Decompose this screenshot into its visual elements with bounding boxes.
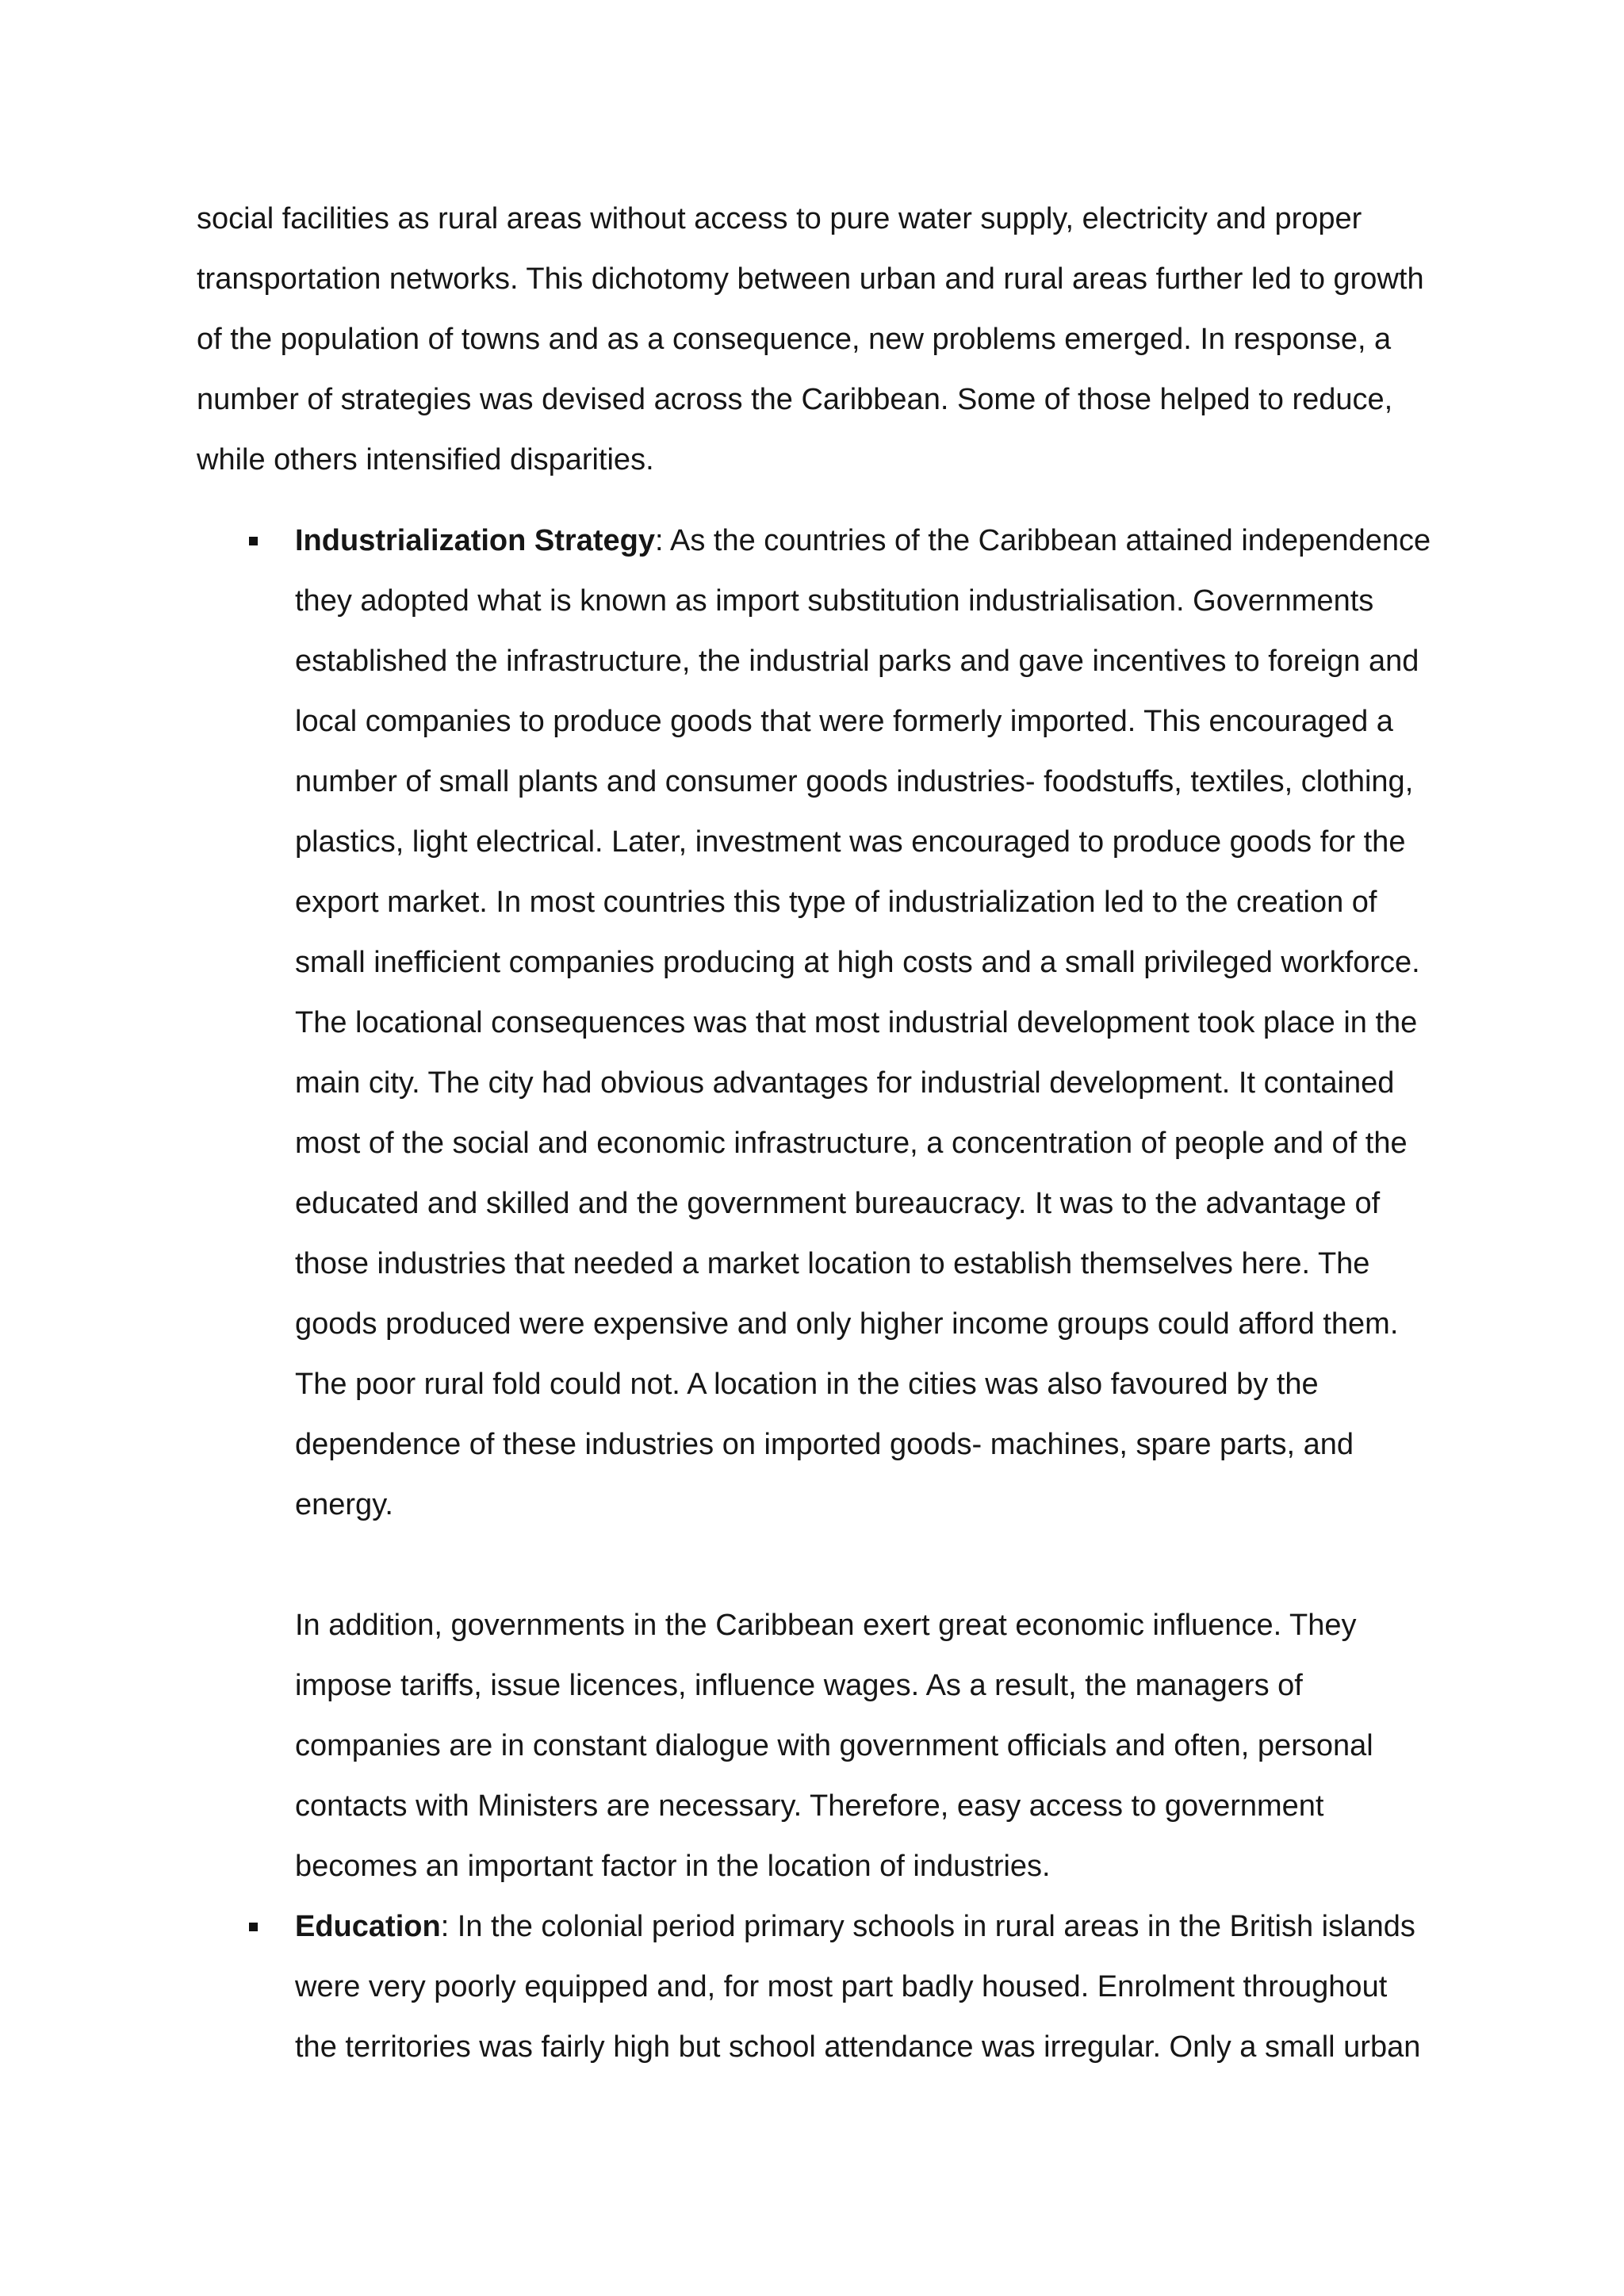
- bullet-text-industrialization: : As the countries of the Caribbean attained independence they adopted what is known as import substitution industrialisation. Governments established the infrastructure, the industrial parks and gave incentives to foreign and local companies to produce goods that were formerly imported. This encouraged a number of small plants and consumer goods industries- foodstuffs, textiles, clothing, plastics, light electrical. Later, investment was encouraged to produce goods for the export market. In most countries this type of industrialization led to the creation of small inefficient companies producing at high costs and a small privileged workforce. The locational consequences was that most industrial development took place in the main city. The city had obvious advantages for industrial development. It contained most of the social and economic infrastructure, a concentration of people and of the educated and skilled and the government bureaucracy. It was to the advantage of those industries that needed a market location to establish themselves here. The goods produced were expensive and only higher income groups could afford them. The poor rural fold could not. A location in the cities was also favoured by the dependence of these industries on imported goods- machines, spare parts, and energy.: [295, 524, 1431, 1521]
- bullet-education: [295, 1896, 1434, 2077]
- bullet-label-industrialization: Industrialization Strategy: [295, 524, 655, 557]
- bullet-industrialization: [295, 511, 1434, 1535]
- square-bullet-icon: [249, 1923, 258, 1931]
- bullet-text-education: : In the colonial period primary schools in rural areas in the British islands were very poorly equipped and, for most part badly housed. Enrolment throughout the territories was fairly high but school attendance was irregular. Only a small urban: [295, 1910, 1421, 2064]
- bullet-continuation-paragraph: In addition, governments in the Caribbean exert great economic influence. They impose tariffs, issue licences, influence wages. As a result, the managers of companies are in constant dialogue with government officials and often, personal contacts with Ministers are necessary. Therefore, easy access to government becomes an important factor in the location of industries.: [295, 1609, 1373, 1883]
- square-bullet-icon: [249, 537, 258, 545]
- intro-paragraph: social facilities as rural areas without access to pure water supply, electricity and proper transportation networks. This dichotomy between urban and rural areas further led to growth of the population of towns and as a consequence, new problems emerged. In response, a number of strategies was devised across the Caribbean. Some of those helped to reduce, while others intensified disparities.: [197, 202, 1424, 476]
- bullet-label-education: Education: [295, 1910, 441, 1943]
